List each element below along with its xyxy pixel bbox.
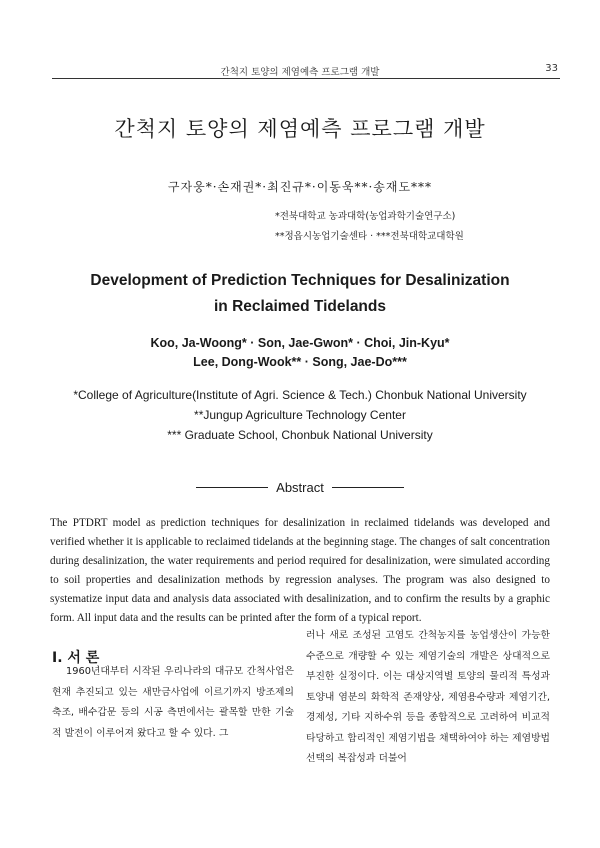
korean-affiliation-1: *전북대학교 농과대학(농업과학기술연구소) bbox=[275, 211, 456, 222]
english-title-line-1: Development of Prediction Techniques for Desalinization bbox=[90, 272, 510, 289]
english-affiliation-1: *College of Agriculture(Institute of Agri. Science & Tech.) Chonbuk National University bbox=[73, 388, 527, 402]
intro-right-column bbox=[306, 626, 550, 770]
abstract-heading-text: Abstract bbox=[276, 480, 324, 495]
header-rule bbox=[52, 78, 560, 79]
page-number: 33 bbox=[545, 63, 558, 74]
english-authors bbox=[0, 334, 600, 372]
intro-left-column bbox=[52, 662, 294, 744]
korean-title: 간척지 토양의 제염예측 프로그램 개발 bbox=[114, 117, 486, 141]
abstract-heading bbox=[0, 480, 600, 495]
english-authors-line-1: Koo, Ja-Woong* · Son, Jae-Gwon* · Choi, Jin-Kyu* bbox=[150, 336, 450, 350]
intro-right-paragraph: 러나 새로 조성된 고염도 간척농지를 농업생산이 가능한 수준으로 개량할 수 있는 제염기술의 개발은 상대적으로 부진한 실정이다. 이는 대상지역별 토양의 물리적 특성과 토양내 염분의 화학적 존재양상, 제염용수량과 제염기간, 경제성, 기타 지하수위 등을 종합적으로 고려하여 비교적 타당하고 합리적인 제염기법을 채택하여야 하는 제염방법선택의 복잡성과 더불어 bbox=[306, 630, 550, 764]
english-title bbox=[0, 268, 600, 320]
running-head: 간척지 토양의 제염예측 프로그램 개발 bbox=[220, 67, 380, 78]
korean-authors: 구자웅*·손재권*·최진규*·이동욱**·송재도*** bbox=[167, 180, 433, 194]
intro-left-paragraph: 1960년대부터 시작된 우리나라의 대규모 간척사업은 현재 추진되고 있는 새만금사업에 이르기까지 방조제의 축조, 배수갑문 등의 시공 측면에서는 괄목할 만한 기술적 발전이 이루어져 왔다고 할 수 있다. 그 bbox=[52, 666, 294, 739]
abstract-body: The PTDRT model as prediction techniques for desalinization in reclaimed tidelands was developed and verified whether it is applicable to reclaimed tidelands at the beginning stage. The changes of salt concentration during desalinization, the water requirements and period required for desalinization, were simulated according to soil properties and desalinization methods by regression analyses. The program was also designed to systematize input data and analysis data associated with desalinization, and to confirm the results by a graphic form. All input data and the results can be printed after the form of a typical report. bbox=[50, 517, 550, 624]
abstract-rule-left bbox=[196, 487, 268, 488]
english-affiliation-3: *** Graduate School, Chonbuk National University bbox=[167, 428, 433, 442]
korean-affiliation-2: **정읍시농업기술센타 · ***전북대학교대학원 bbox=[275, 231, 464, 242]
english-title-line-2: in Reclaimed Tidelands bbox=[214, 298, 386, 315]
abstract-rule-right bbox=[332, 487, 404, 488]
english-affiliation-2: **Jungup Agriculture Technology Center bbox=[194, 408, 406, 422]
english-authors-line-2: Lee, Dong-Wook** · Song, Jae-Do*** bbox=[193, 355, 407, 369]
section-heading-introduction: I. 서 론 bbox=[52, 650, 100, 666]
